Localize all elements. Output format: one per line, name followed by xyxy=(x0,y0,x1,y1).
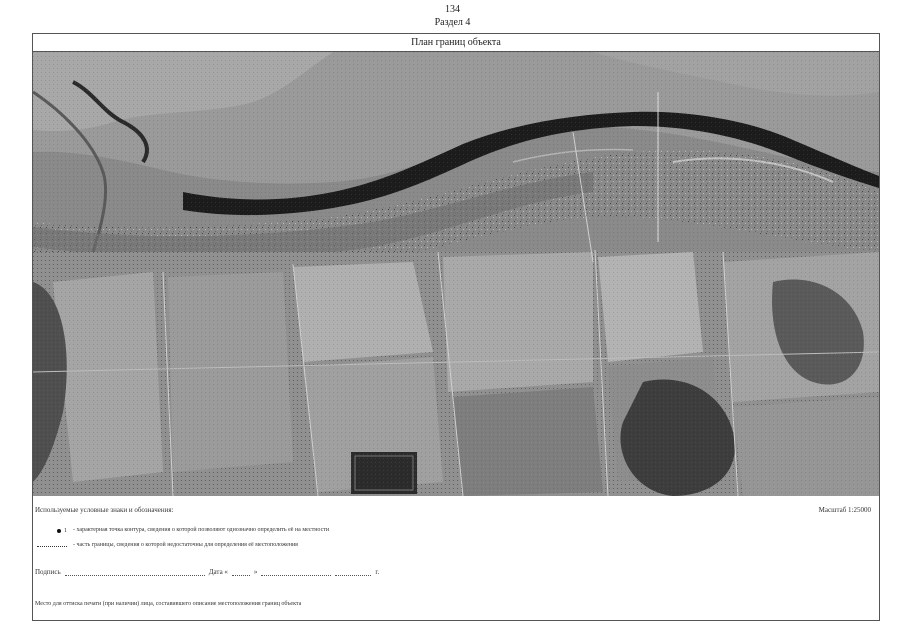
date-label: Дата « xyxy=(208,568,228,576)
signature-blank[interactable] xyxy=(65,568,205,576)
legend-item-text: - часть границы, сведения о которой недостаточны для определения её местоположения xyxy=(73,542,298,548)
page-number: 134 xyxy=(445,4,460,15)
signature-line xyxy=(35,568,379,576)
date-month-blank[interactable] xyxy=(261,568,331,576)
date-year-blank[interactable] xyxy=(335,568,371,576)
scale-label: Масштаб 1:25000 xyxy=(818,506,871,514)
plan-title: План границ объекта xyxy=(33,34,879,52)
legend-item-point xyxy=(33,526,329,535)
stamp-place-text: Место для оттиска печати (при наличии) лица, составившего описание местоположения границ объекта xyxy=(35,601,302,607)
plan-frame xyxy=(32,33,880,621)
point-marker-label: 1 xyxy=(64,527,67,534)
year-suffix: г. xyxy=(375,568,380,576)
date-mid: » xyxy=(253,568,258,576)
point-marker-icon xyxy=(33,526,73,535)
dotted-line-icon xyxy=(33,541,73,550)
signature-label: Подпись xyxy=(35,568,61,576)
satellite-map-image xyxy=(33,52,879,496)
legend-item-line xyxy=(33,541,298,550)
date-day-blank[interactable] xyxy=(232,568,250,576)
legend-heading: Используемые условные знаки и обозначения: xyxy=(35,506,174,514)
legend-item-text: - характерная точка контура, сведения о которой позволяют однозначно определить её на местности xyxy=(73,527,330,533)
section-title: Раздел 4 xyxy=(434,17,471,28)
